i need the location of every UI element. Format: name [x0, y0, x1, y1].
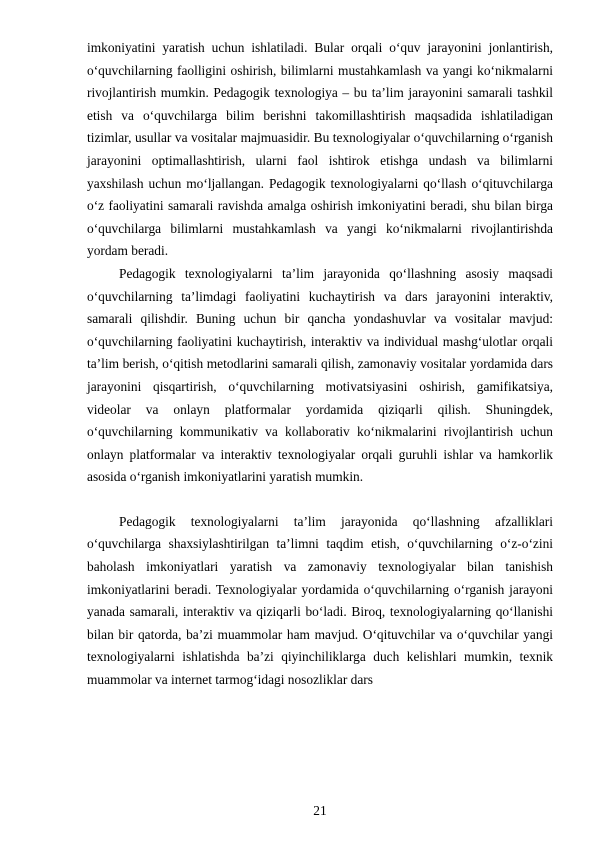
paragraph-continuation: imkoniyatini yaratish uchun ishlatiladi. Bular orqali o‘quv jarayonini jonlantirish, o‘quvchilarning faolligini oshirish, bilimlarni mustahkamlash va yangi ko‘nikmalarni rivojlantirish mumkin. Pedagogik texnologiya – bu ta’lim jarayonini samarali tashkil etish va o‘quvchilarga bilim berishni takomillashtirish maqsadida ishlatiladigan tizimlar, usullar va vositalar majmuasidir. Bu texnologiyalar o‘quvchilarning o‘rganish jarayonini optimallashtirish, ularni faol ishtirok etishga undash va bilimlarni yaxshilash uchun mo‘ljallangan. Pedagogik texnologiyalarni qo‘llash o‘qituvchilarga o‘z faoliyatini samarali ravishda amalga oshirish imkoniyatini beradi, shu bilan birga o‘quvchilarga bilimlarni mustahkamlash va yangi ko‘nikmalarni rivojlantirishda yordam beradi.	[87, 40, 553, 259]
page-number: 21	[313, 803, 327, 818]
paragraph-goals: Pedagogik texnologiyalarni ta’lim jarayonida qo‘llashning asosiy maqsadi o‘quvchilarning ta’limdagi faoliyatini kuchaytirish va dars jarayonini interaktiv, samarali qilishdir. Buning uchun bir qancha yondashuvlar va vositalar mavjud: o‘quvchilarning faoliyatini kuchaytirish, interaktiv va individual mashg‘ulotlar orqali ta’lim berish, o‘qitish metodlarini samarali qilish, zamonaviy vositalar yordamida dars jarayonini qisqartirish, o‘quvchilarning motivatsiyasini oshirish, gamifikatsiya, videolar va onlayn platformalar yordamida qiziqarli qilish. Shuningdek, o‘quvchilarning kommunikativ va kollaborativ ko‘nikmalarini rivojlantirish uchun onlayn platformalar va interaktiv texnologiyalar orqali guruhli ishlar va hamkorlik asosida o‘rganish imkoniyatlarini yaratish mumkin.	[87, 265, 553, 485]
body-text	[87, 37, 553, 692]
paragraph-gap	[87, 489, 553, 511]
paragraph-advantages: Pedagogik texnologiyalarni ta’lim jarayonida qo‘llashning afzalliklari o‘quvchilarga shaxsiylashtirilgan ta’limni taqdim etish, o‘quvchilarning o‘z-o‘zini baholash imkoniyatlari yaratish va zamonaviy texnologiyalar bilan tanishish imkoniyatlarini beradi. Texnologiyalar yordamida o‘quvchilarning o‘rganish jarayoni yanada samarali, interaktiv va qiziqarli bo‘ladi. Biroq, texnologiyalarning qo‘llanishi bilan bir qatorda, ba’zi muammolar ham mavjud. O‘qituvchilar va o‘quvchilar yangi texnologiyalarni ishlatishda ba’zi qiyinchiliklarga duch kelishlari mumkin, texnik muammolar va internet tarmog‘idagi nosozliklar dars	[87, 513, 553, 688]
